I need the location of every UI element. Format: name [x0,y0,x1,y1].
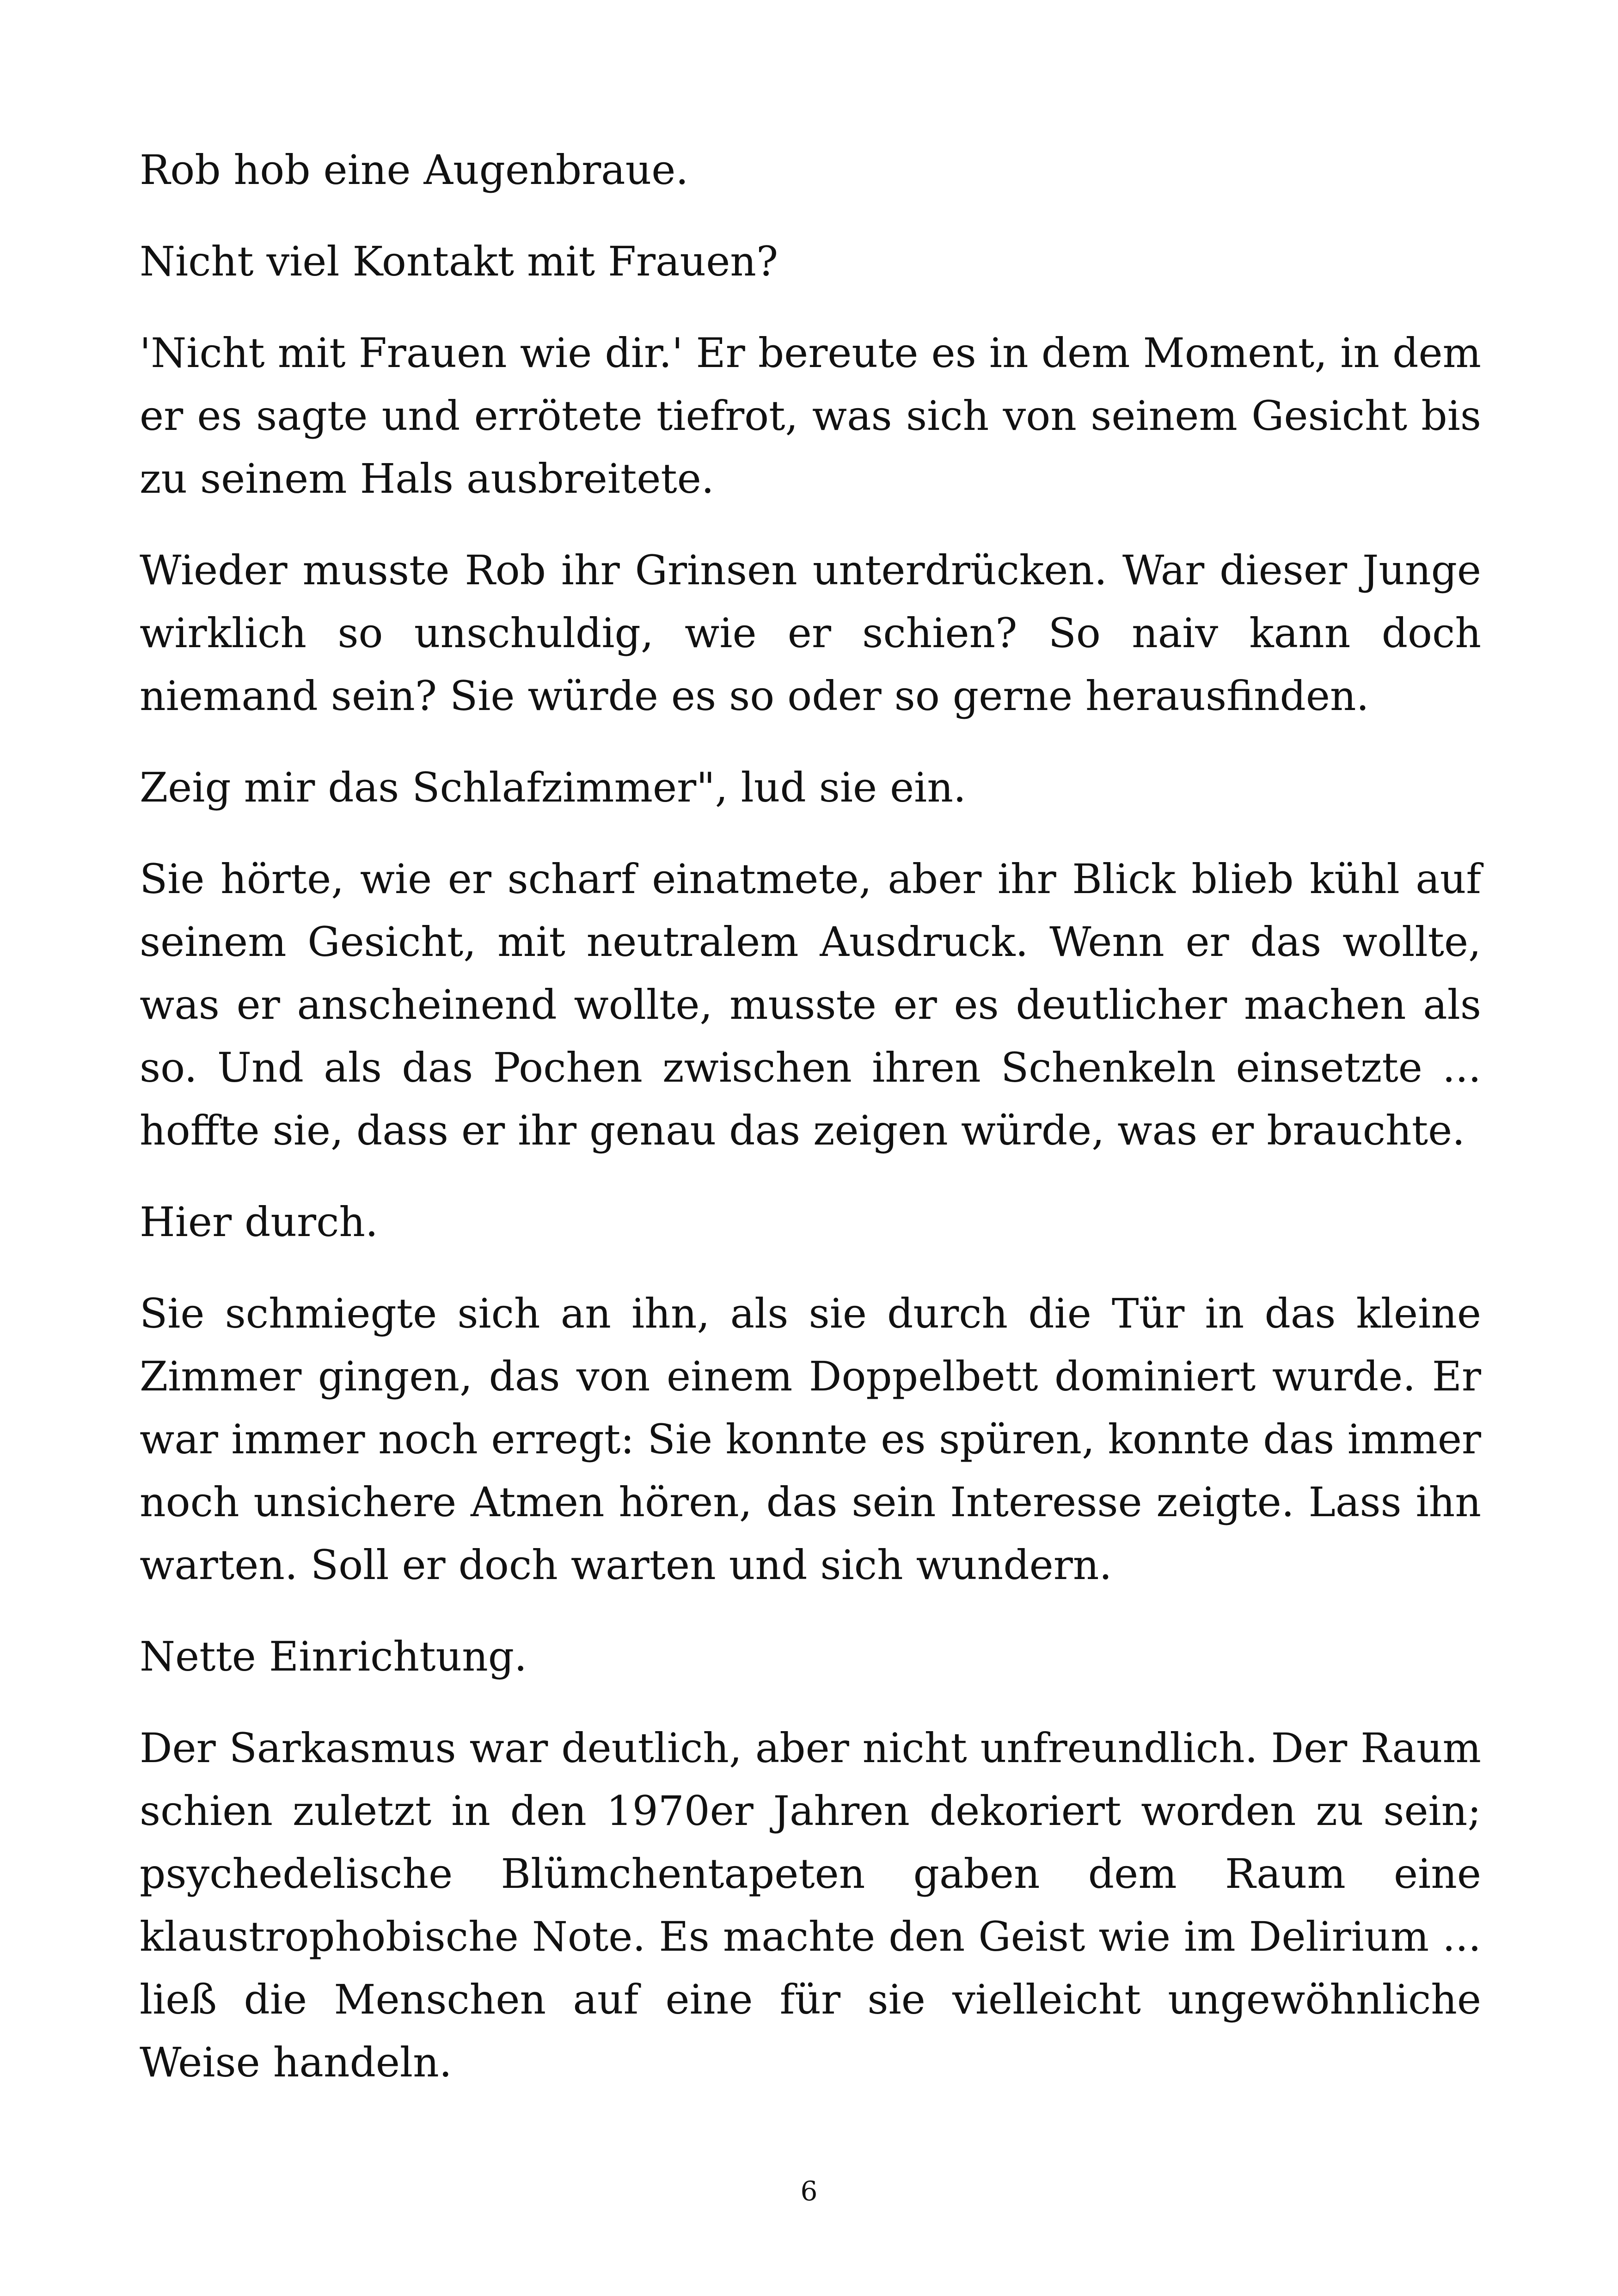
paragraph-8: Sie schmiegte sich an ihn, als sie durch die Tür in das kleine Zimmer gingen, das von einem Doppelbett dominiert wurde. Er war immer noch erregt: Sie konnte es spüren, konnte das immer noch unsichere Atmen hören, das sein Interesse zeigte. Lass ihn warten. Soll er doch warten und sich wundern. [140,1290,1481,1589]
paragraph-5: Zeig mir das Schlafzimmer", lud sie ein. [140,764,966,811]
page-number: 6 [800,2175,818,2207]
paragraph-3: 'Nicht mit Frauen wie dir.' Er bereute es in dem Moment, in dem er es sagte und errötete tiefrot, was sich von seinem Gesicht bis zu seinem Hals ausbreitete. [140,329,1481,502]
paragraph-10: Der Sarkasmus war deutlich, aber nicht unfreundlich. Der Raum schien zuletzt in den 1970er Jahren dekoriert worden zu sein; psychedelische Blümchentapeten gaben dem Raum eine klaustrophobische Note. Es machte den Geist wie im Delirium ... ließ die Menschen auf eine für sie vielleicht ungewöhnliche Weise handeln. [140,1724,1481,2086]
paragraph-4: Wieder musste Rob ihr Grinsen unterdrücken. War dieser Junge wirklich so unschuldig, wie er schien? So naiv kann doch niemand sein? Sie würde es so oder so gerne herausfinden. [140,546,1481,720]
body-text [140,139,1481,2123]
paragraph-9: Nette Einrichtung. [140,1633,527,1680]
paragraph-2: Nicht viel Kontakt mit Frauen? [140,238,778,285]
paragraph-1: Rob hob eine Augenbraue. [140,146,689,194]
paragraph-7: Hier durch. [140,1198,379,1246]
paragraph-6: Sie hörte, wie er scharf einatmete, aber ihr Blick blieb kühl auf seinem Gesicht, mit neutralem Ausdruck. Wenn er das wollte, was er anscheinend wollte, musste er es deutlicher machen als so. Und als das Pochen zwischen ihren Schenkeln einsetzte ... hoffte sie, dass er ihr genau das zeigen würde, was er brauchte. [140,855,1481,1154]
